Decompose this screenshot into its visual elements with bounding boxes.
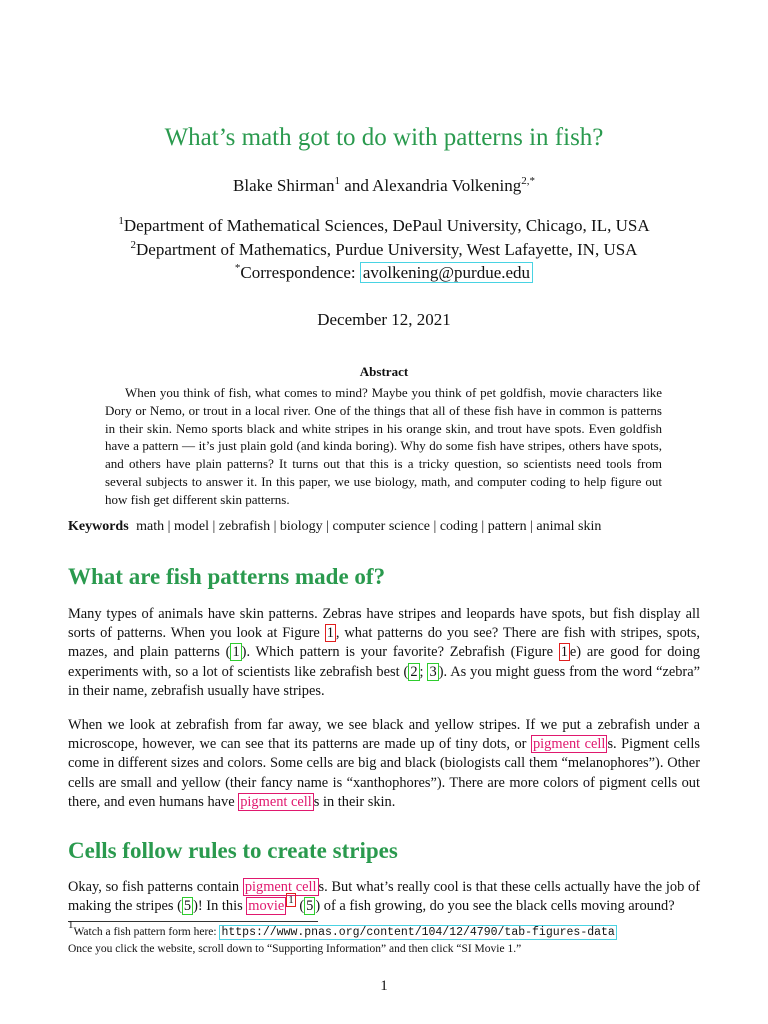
keywords-list: math | model | zebrafish | biology | computer science | coding | pattern | animal skin: [136, 519, 602, 534]
section-heading-fish-patterns: What are fish patterns made of?: [68, 564, 386, 589]
affiliation-1-mark: 1: [118, 215, 124, 227]
paragraph-2: [68, 716, 700, 812]
author-1: Blake Shirman: [233, 176, 335, 195]
paragraph-3-text: (: [295, 898, 305, 915]
paragraph-3-text: ) of a fish growing, do you see the black cells moving around?: [315, 898, 675, 915]
paragraph-1-text: e) are good for doing experiments with, so a lot of scientists like zebrafish best (: [68, 644, 700, 680]
footnote-text: Watch a fish pattern form here:: [73, 926, 220, 938]
paragraph-1-text: , what patterns do you see? There are fish with stripes, spots, mazes, and plain patterns (: [68, 625, 700, 661]
paragraph-2-text: s in their skin.: [313, 793, 396, 810]
paragraph-3-text: )! In this: [193, 898, 247, 915]
page-number: 1: [380, 978, 388, 994]
citation-separator: ;: [419, 663, 428, 680]
figure-1-link[interactable]: 1: [326, 625, 334, 642]
citation-5-link[interactable]: 5: [183, 898, 192, 915]
pigment-cell-link[interactable]: pigment cell: [244, 879, 317, 895]
paragraph-3-text: s. But what’s really cool is that these cells actually have the job of making the stripes (: [68, 879, 700, 915]
abstract-text: When you think of fish, what comes to mind? Maybe you think of pet goldfish, movie characters like Dory or Nemo, or trout in a local river. One of the things that all of these fish have in common is patterns in their skin. Nemo sports black and white stripes in his orange skin, and trout have spots. Even goldfish have a pattern — it’s just plain gold (and kinda boring). Why do some fish have stripes, others have spots, and others have plain patterns? It turns out that this is a tricky question, so scientists need tools from several subjects to answer it. In this paper, we use biology, math, and computer coding to help figure out how fish get different skin patterns.: [105, 385, 662, 507]
keywords-label: Keywords: [68, 519, 129, 534]
citation-1-link[interactable]: 1: [232, 644, 240, 661]
author-1-affiliation-mark: 1: [334, 175, 341, 187]
footnote-url-link[interactable]: https://www.pnas.org/content/104/12/4790/tab-figures-data: [221, 926, 615, 939]
correspondence-mark: *: [234, 262, 241, 274]
paper-title: What’s math got to do with patterns in fish?: [164, 124, 604, 151]
correspondence: [0, 263, 768, 283]
citation-2-link[interactable]: 2: [410, 663, 418, 680]
keywords: [68, 519, 708, 535]
email-link[interactable]: avolkening@purdue.edu: [360, 262, 533, 283]
citation-3-link[interactable]: 3: [429, 663, 437, 680]
figure-1e-link[interactable]: 1: [560, 644, 568, 661]
pigment-cell-link[interactable]: pigment cell: [240, 793, 312, 810]
author-2: Alexandria Volkening: [372, 176, 522, 195]
paragraph-2-text: s. Pigment cells come in different sizes and colors. Some cells are big and black (biologists call them “melanophores”). Other cells are small and yellow (their fancy name is “xanthophores”). There are more colors of pigment cells out there, and even humans have: [68, 736, 700, 810]
paragraph-1-text: Many types of animals have skin patterns. Zebras have stripes and leopards have spots, but fish display all sorts of patterns. When you look at Figure: [68, 606, 700, 642]
footnote-1-link[interactable]: 1: [288, 894, 294, 907]
footnote-mark: 1: [68, 919, 74, 931]
paragraph-1-text: ). Which pattern is your favorite? Zebrafish (Figure: [241, 644, 559, 661]
author-line: [0, 176, 768, 196]
affiliation-1: [0, 216, 768, 236]
footnote-1-line-2: Once you click the website, scroll down to “Supporting Information” and then click “SI Movie 1.”: [68, 943, 522, 955]
publication-date: December 12, 2021: [317, 310, 451, 329]
footnote-1: [68, 919, 708, 940]
paragraph-3: [68, 878, 700, 916]
author-2-affiliation-mark: 2,*: [521, 175, 535, 187]
affiliation-2: [0, 240, 768, 260]
paragraph-1-text: ). As you might guess from the word “zebra” in their name, zebrafish usually have stripes.: [68, 663, 700, 699]
movie-link[interactable]: movie: [248, 898, 285, 915]
paragraph-1: [68, 605, 700, 701]
author-conjunction: and: [340, 176, 373, 195]
correspondence-label: Correspondence:: [240, 263, 360, 282]
citation-5-link[interactable]: 5: [306, 898, 314, 915]
affiliation-2-mark: 2: [130, 239, 137, 251]
paragraph-3-text: Okay, so fish patterns contain: [68, 879, 243, 895]
footnote-rule: [68, 921, 318, 922]
affiliation-2-text: Department of Mathematics, Purdue University, West Lafayette, IN, USA: [136, 240, 638, 259]
section-heading-cells-rules: Cells follow rules to create stripes: [68, 838, 398, 863]
paragraph-2-text: When we look at zebrafish from far away, we see black and yellow stripes. If we put a zebrafish under a microscope, however, we can see that its patterns are made up of tiny dots, or: [68, 717, 700, 753]
pigment-cell-link[interactable]: pigment cell: [532, 736, 606, 753]
abstract-heading: Abstract: [359, 364, 409, 379]
affiliation-1-text: Department of Mathematical Sciences, DePaul University, Chicago, IL, USA: [123, 216, 650, 235]
